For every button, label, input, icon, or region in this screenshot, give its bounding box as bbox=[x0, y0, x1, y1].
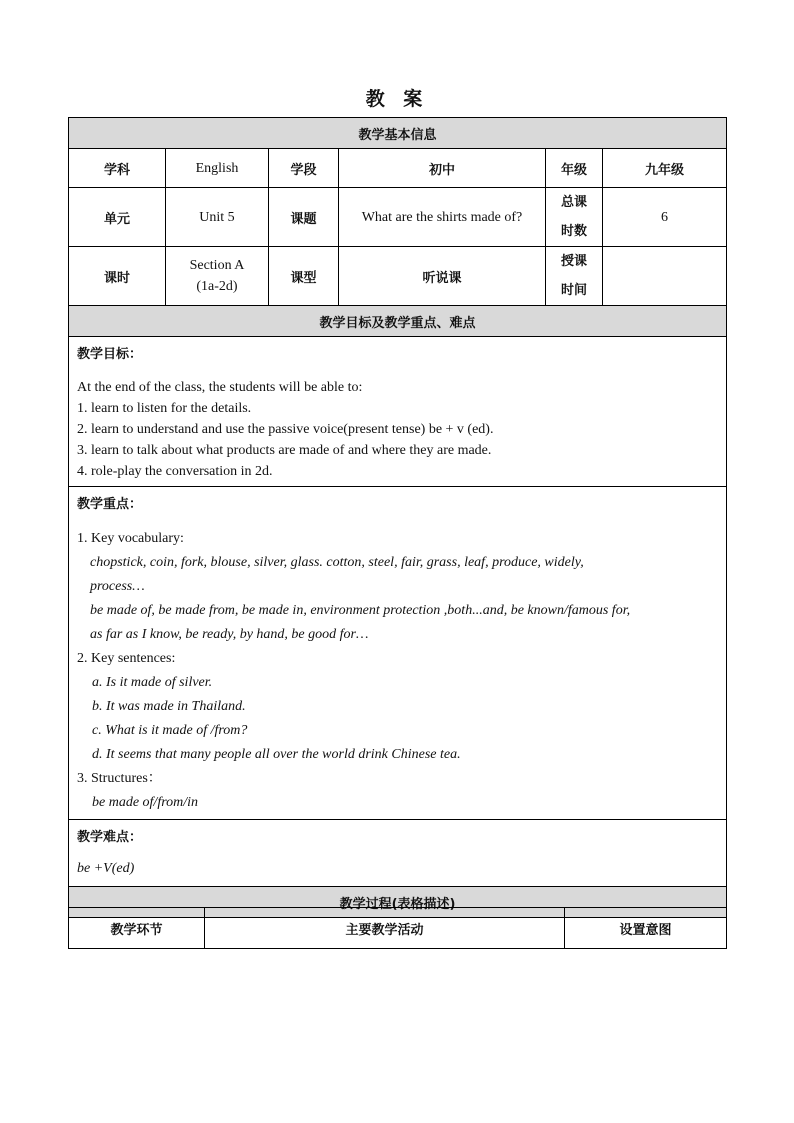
vocab-label: 1. Key vocabulary: bbox=[77, 531, 184, 546]
topic-label: 课题 bbox=[269, 188, 339, 247]
type-value: 听说课 bbox=[339, 247, 546, 306]
vocab-line: as far as I know, be ready, by hand, be good for… bbox=[90, 627, 369, 642]
process-columns-row bbox=[69, 908, 727, 949]
objectives-header-row bbox=[69, 306, 727, 337]
objectives-row bbox=[69, 337, 727, 487]
total-hours-value: 6 bbox=[603, 188, 727, 247]
process-table bbox=[68, 907, 727, 949]
process-column-stage: 教学环节 bbox=[69, 908, 205, 949]
objective-item: 4. role-play the conversation in 2d. bbox=[77, 464, 273, 479]
sentence-item: b. It was made in Thailand. bbox=[92, 699, 246, 714]
structures-value: be made of/from/in bbox=[92, 795, 199, 810]
key-points-title: 教学重点： bbox=[77, 497, 143, 512]
objectives-section bbox=[69, 337, 727, 487]
basic-info-header: 教学基本信息 bbox=[69, 118, 727, 149]
lesson-plan-table bbox=[68, 117, 727, 918]
teach-time-label-line2: 时间 bbox=[560, 283, 587, 298]
type-label: 课型 bbox=[269, 247, 339, 306]
period-label: 课时 bbox=[69, 247, 166, 306]
objectives-title: 教学目标： bbox=[77, 347, 143, 362]
key-points-section bbox=[69, 487, 727, 820]
teach-time-label-line1: 授课 bbox=[560, 254, 587, 269]
process-header: 教学过程(表格描述) bbox=[69, 887, 727, 918]
difficulty-text: be +V(ed) bbox=[77, 861, 135, 876]
process-column-activities: 主要教学活动 bbox=[205, 908, 565, 949]
sentence-item: d. It seems that many people all over the world drink Chinese tea. bbox=[92, 747, 461, 762]
stage-label: 学段 bbox=[269, 149, 339, 188]
basic-info-header-row bbox=[69, 118, 727, 149]
total-hours-label bbox=[546, 188, 603, 247]
sentence-item: c. What is it made of /from? bbox=[92, 723, 248, 738]
vocab-line: be made of, be made from, be made in, environment protection ,both...and, be known/famous for, bbox=[90, 603, 631, 618]
sentence-item: a. Is it made of silver. bbox=[92, 675, 213, 690]
info-row-subject bbox=[69, 149, 727, 188]
process-column-intent: 设置意图 bbox=[565, 908, 727, 949]
structures-label: 3. Structures： bbox=[77, 771, 162, 786]
total-hours-label-line2: 时数 bbox=[560, 224, 587, 239]
objectives-intro: At the end of the class, the students will be able to: bbox=[77, 380, 363, 395]
objectives-header: 教学目标及教学重点、难点 bbox=[69, 306, 727, 337]
period-value bbox=[166, 247, 269, 306]
difficulty-title: 教学难点： bbox=[77, 830, 143, 845]
topic-value: What are the shirts made of? bbox=[339, 188, 546, 247]
key-points-row bbox=[69, 487, 727, 820]
grade-value: 九年级 bbox=[603, 149, 727, 188]
vocab-line: process… bbox=[90, 579, 145, 594]
objective-item: 2. learn to understand and use the passive voice(present tense) be + v (ed). bbox=[77, 422, 494, 437]
grade-label: 年级 bbox=[546, 149, 603, 188]
page-title: 教 案 bbox=[365, 88, 429, 110]
objective-item: 1. learn to listen for the details. bbox=[77, 401, 252, 416]
info-row-unit bbox=[69, 188, 727, 247]
objective-item: 3. learn to talk about what products are made of and where they are made. bbox=[77, 443, 492, 458]
subject-label: 学科 bbox=[69, 149, 166, 188]
stage-value: 初中 bbox=[339, 149, 546, 188]
vocab-line: chopstick, coin, fork, blouse, silver, glass. cotton, steel, fair, grass, leaf, produce, widely, bbox=[90, 555, 584, 570]
subject-value: English bbox=[166, 149, 269, 188]
teach-time-label bbox=[546, 247, 603, 306]
teach-time-value bbox=[603, 247, 727, 306]
period-value-line1: Section A bbox=[189, 258, 245, 273]
total-hours-label-line1: 总课 bbox=[560, 195, 587, 210]
unit-label: 单元 bbox=[69, 188, 166, 247]
sentences-label: 2. Key sentences: bbox=[77, 651, 176, 666]
difficulty-section bbox=[69, 820, 727, 887]
info-row-period bbox=[69, 247, 727, 306]
unit-value: Unit 5 bbox=[166, 188, 269, 247]
difficulty-row bbox=[69, 820, 727, 887]
period-value-line2: (1a-2d) bbox=[196, 279, 238, 294]
